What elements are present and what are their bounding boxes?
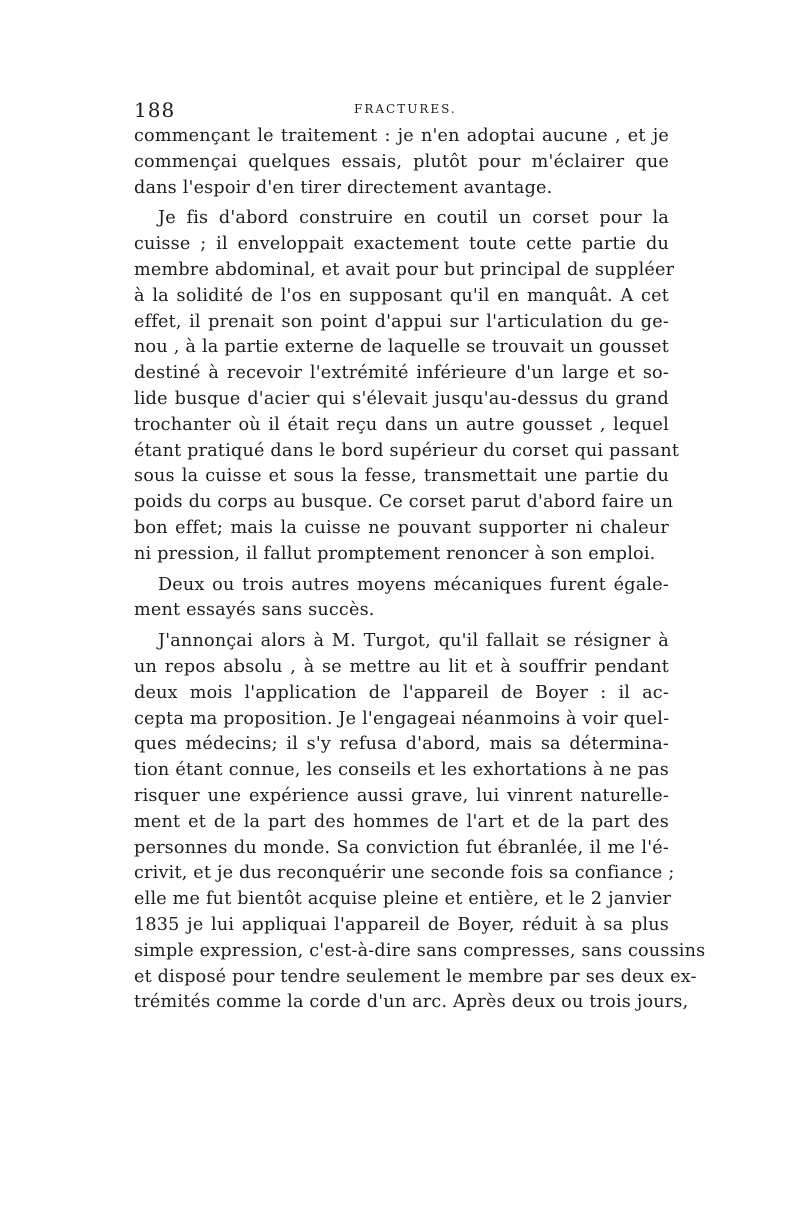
text-line: tion étant connue, les conseils et les exhortations à ne pas — [134, 760, 669, 781]
text-line: effet, il prenait son point d'appui sur l'articulation du ge- — [134, 311, 669, 332]
paragraph — [134, 124, 669, 201]
paragraph — [134, 629, 706, 1016]
text-line: trémités comme la corde d'un arc. Après deux ou trois jours, — [134, 992, 689, 1013]
text-line: Deux ou trois autres moyens mécaniques furent égale- — [158, 574, 669, 595]
text-line: cuisse ; il enveloppait exactement toute cette partie du — [134, 234, 669, 255]
text-line: commençant le traitement : je n'en adoptai aucune , et je — [134, 126, 669, 146]
text-line: destiné à recevoir l'extrémité inférieure d'un large et so- — [134, 363, 669, 384]
body-text — [134, 124, 706, 1016]
text-line: deux mois l'application de l'appareil de Boyer : il ac- — [134, 682, 669, 703]
text-line: simple expression, c'est-à-dire sans compresses, sans coussins — [134, 940, 706, 961]
text-line: ment essayés sans succès. — [134, 600, 375, 621]
text-line: trochanter où il était reçu dans un autre gousset , lequel — [134, 414, 669, 435]
running-title: FRACTURES. — [354, 102, 457, 116]
text-line: ment et de la part des hommes de l'art et de la part des — [134, 811, 669, 832]
text-line: 1835 je lui appliquai l'appareil de Boyer, réduit à sa plus — [134, 914, 669, 935]
text-line: J'annonçai alors à M. Turgot, qu'il fallait se résigner à — [158, 631, 669, 652]
text-line: étant pratiqué dans le bord supérieur du corset qui passant — [134, 440, 680, 461]
text-line: nou , à la partie externe de laquelle se trouvait un gousset — [134, 337, 669, 358]
text-line: crivit, et je dus reconquérir une seconde fois sa confiance ; — [134, 863, 675, 884]
text-line: ques médecins; il s'y refusa d'abord, mais sa détermina- — [134, 734, 669, 755]
text-line: lide busque d'acier qui s'élevait jusqu'au-dessus du grand — [134, 388, 669, 409]
text-line: ni pression, il fallut promptement renoncer à son emploi. — [134, 543, 656, 564]
paragraph — [134, 573, 669, 625]
text-line: cepta ma proposition. Je l'engageai néanmoins à voir quel- — [134, 708, 670, 729]
text-line: bon effet; mais la cuisse ne pouvant supporter ni chaleur — [134, 517, 669, 538]
text-line: un repos absolu , à se mettre au lit et à souffrir pendant — [134, 656, 669, 677]
page-number: 188 — [134, 98, 176, 122]
text-line: Je fis d'abord construire en coutil un corset pour la — [158, 208, 669, 229]
page-header — [134, 98, 669, 124]
text-line: sous la cuisse et sous la fesse, transmettait une partie du — [134, 466, 669, 487]
text-line: à la solidité de l'os en supposant qu'il en manquât. A cet — [134, 285, 669, 306]
text-line: elle me fut bientôt acquise pleine et entière, et le 2 janvier — [134, 889, 672, 910]
text-line: poids du corps au busque. Ce corset parut d'abord faire un — [134, 492, 674, 513]
text-line: commençai quelques essais, plutôt pour m'éclairer que — [134, 151, 669, 172]
text-line: dans l'espoir d'en tirer directement avantage. — [134, 177, 553, 198]
text-line: et disposé pour tendre seulement le membre par ses deux ex- — [134, 966, 697, 987]
book-page — [134, 98, 706, 1016]
text-line: risquer une expérience aussi grave, lui vinrent naturelle- — [134, 785, 669, 806]
text-line: membre abdominal, et avait pour but principal de suppléer — [134, 259, 675, 280]
paragraph — [134, 206, 680, 567]
text-line: personnes du monde. Sa conviction fut ébranlée, il me l'é- — [134, 837, 669, 858]
